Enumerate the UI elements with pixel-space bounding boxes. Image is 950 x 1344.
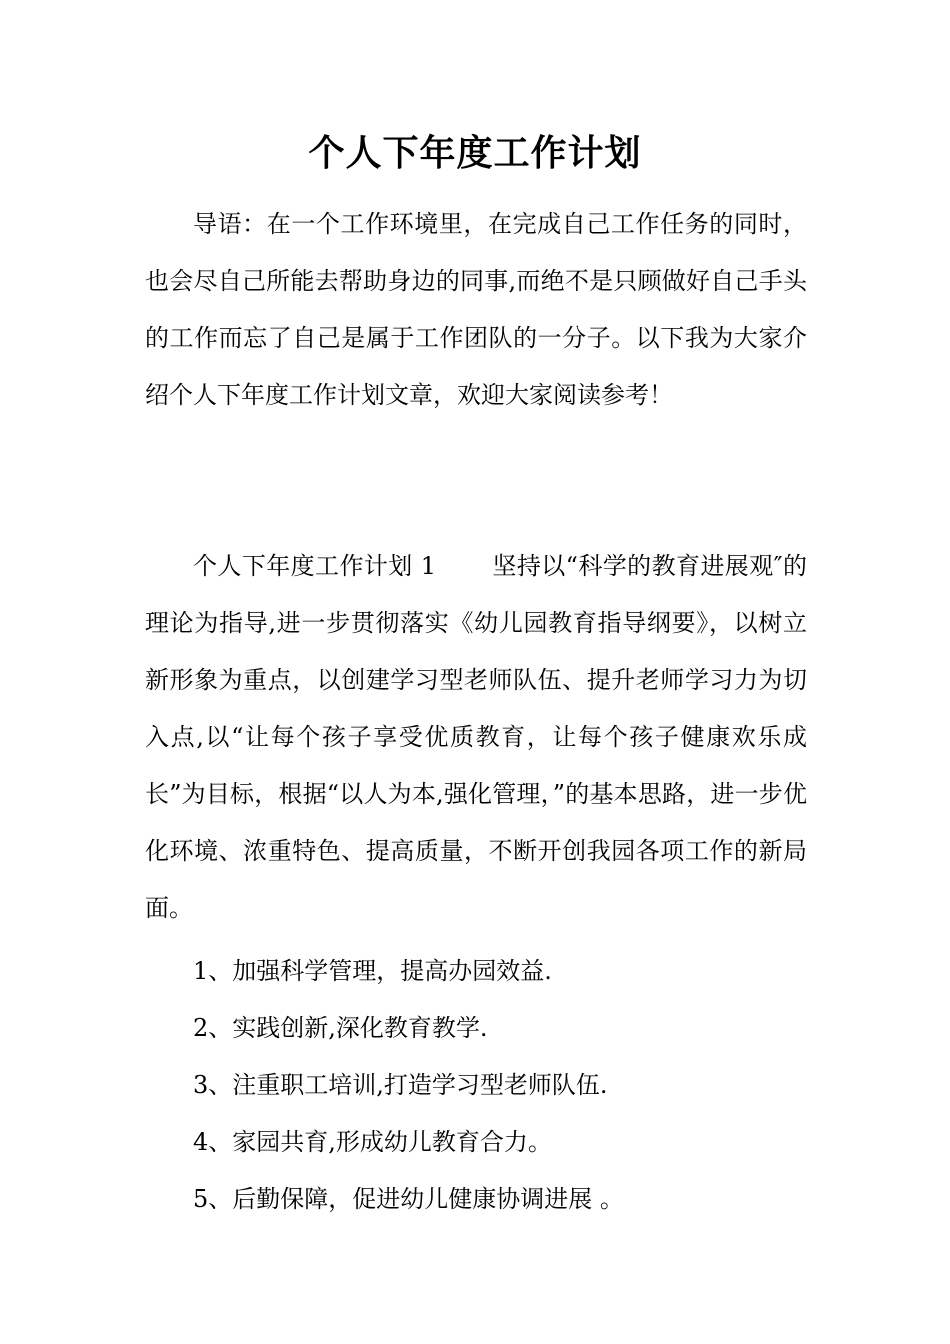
list-item: 2、实践创新,深化教育教学. xyxy=(193,1014,488,1042)
list-item: 1、加强科学管理，提高办园效益. xyxy=(193,957,552,985)
list-item: 4、家园共育,形成幼儿教育合力。 xyxy=(193,1128,552,1156)
section-heading: 个人下年度工作计划 1 xyxy=(193,552,437,580)
document-title: 个人下年度工作计划 xyxy=(308,132,642,174)
list-item: 3、注重职工培训,打造学习型老师队伍. xyxy=(193,1071,608,1099)
intro-paragraph: 导语：在一个工作环境里，在完成自己工作任务的同时，也会尽自己所能去帮助身边的同事,而绝不是只顾做好自己手头的工作而忘了自己是属于工作团队的一分子。以下我为大家介绍个人下年度工作计划文章，欢迎大家阅读参考！ xyxy=(145,210,807,409)
section-body: 坚持以“科学的教育进展观″的理论为指导,进一步贯彻落实《幼儿园教育指导纲要》，以树立新形象为重点，以创建学习型老师队伍、提升老师学习力为切入点,以“让每个孩子享受优质教育，让每个孩子健康欢乐成长”为目标，根据“以人为本,强化管理，”的基本思路，进一步优化环境、浓重特色、提高质量，不断开创我园各项工作的新局面。 xyxy=(145,552,808,922)
plan-list xyxy=(193,943,813,1228)
list-item: 5、后勤保障，促进幼儿健康协调进展 。 xyxy=(193,1185,624,1213)
section-paragraph xyxy=(145,538,807,937)
